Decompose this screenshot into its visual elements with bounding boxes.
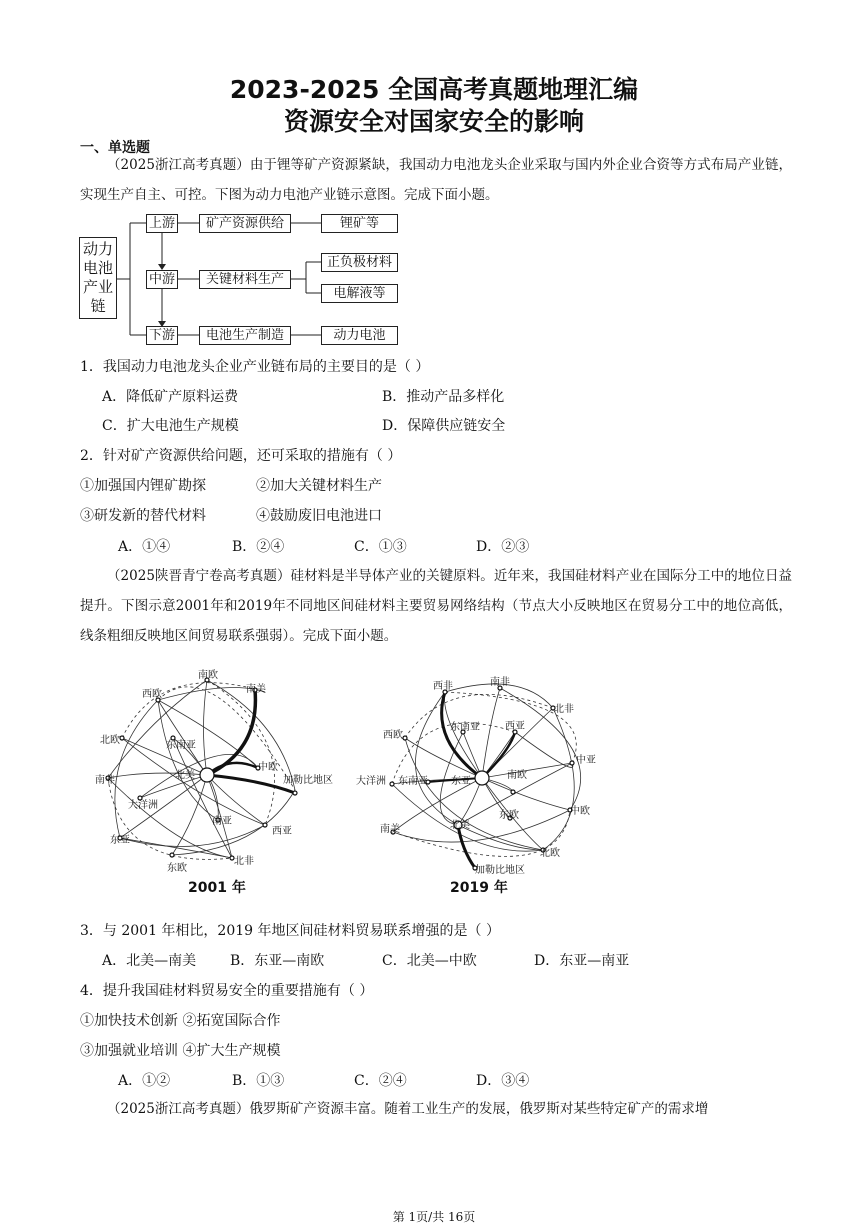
q4-statements-12: ①加快技术创新 ②拓宽国际合作 [80, 1013, 281, 1029]
node-2001-13: 东欧 [167, 863, 187, 874]
q1-option-c[interactable]: C．扩大电池生产规模 [102, 418, 239, 434]
q4-stem: 4．提升我国硅材料贸易安全的重要措施有（ ） [80, 983, 374, 999]
node-2001-12: 东亚 [110, 835, 130, 846]
node-2019-12: 南美 [380, 824, 400, 835]
node-2001-3: 北欧 [100, 735, 120, 746]
electrode-box: 正负极材料 [321, 253, 398, 272]
node-2019-8: 东南亚 [398, 776, 428, 787]
q4-option-d[interactable]: D．③④ [476, 1073, 530, 1089]
node-2001-5: 北美 [175, 770, 195, 781]
electrolyte-box: 电解液等 [321, 284, 398, 303]
q2-statement-4: ④鼓励废旧电池进口 [256, 508, 382, 524]
lithium-box: 锂矿等 [321, 214, 398, 233]
passage-1: （2025浙江高考真题）由于锂等矿产资源紧缺，我国动力电池龙头企业采取与国内外企业合资等方式布局产业链，实现生产自主、可控。下图为动力电池产业链示意图。完成下面小题。 [80, 157, 792, 203]
q1-option-a[interactable]: A．降低矿产原料运费 [102, 389, 239, 405]
chain-root-box: 动力电池产业链 [79, 237, 117, 319]
page-footer: 第 1页/共 16页 [392, 1210, 476, 1224]
q4-option-c[interactable]: C．②④ [354, 1073, 407, 1089]
downstream-box: 下游 [146, 326, 178, 345]
midstream-box: 中游 [146, 270, 178, 289]
node-2019-14: 东欧 [499, 810, 519, 821]
document-title: 2023-2025 全国高考真题地理汇编 [229, 75, 639, 104]
battery-mfg-box: 电池生产制造 [199, 326, 291, 345]
node-2001-14: 北非 [234, 856, 254, 867]
node-2019-5: 西亚 [505, 721, 525, 732]
node-2019-2: 北非 [554, 704, 574, 715]
q1-stem: 1．我国动力电池龙头企业产业链布局的主要目的是（ ） [80, 359, 430, 375]
node-2019-7: 大洋洲 [356, 776, 386, 787]
node-2019-10: 南欧 [507, 770, 527, 781]
upstream-box: 上游 [146, 214, 178, 233]
node-2001-11: 西亚 [272, 826, 292, 837]
node-2019-3: 西欧 [383, 730, 403, 741]
caption-2019: 2019 年 [450, 880, 508, 896]
mineral-supply-box: 矿产资源供给 [199, 214, 291, 233]
q2-option-d[interactable]: D．②③ [476, 539, 530, 555]
trade-network-figures [0, 660, 868, 905]
section-heading: 一、单选题 [80, 140, 150, 156]
q3-option-a[interactable]: A．北美—南美 [102, 953, 197, 969]
q3-stem: 3．与 2001 年相比，2019 年地区间硅材料贸易联系增强的是（ ） [80, 923, 500, 939]
q3-option-d[interactable]: D．东亚—南亚 [534, 953, 630, 969]
diagram-connectors [0, 0, 868, 360]
node-2001-4: 东南亚 [166, 740, 196, 751]
node-2019-4: 东南亚 [450, 722, 480, 733]
q2-stem: 2．针对矿产资源供给问题，还可采取的措施有（ ） [80, 448, 402, 464]
node-2001-7: 加勒比地区 [283, 775, 333, 786]
q2-option-c[interactable]: C．①③ [354, 539, 407, 555]
node-2001-8: 南非 [95, 775, 115, 786]
network-2019 [356, 675, 596, 896]
node-2001-2: 西欧 [142, 689, 162, 700]
key-materials-box: 关键材料生产 [199, 270, 291, 289]
q2-option-b[interactable]: B．②④ [232, 539, 285, 555]
node-2019-16: 加勒比地区 [475, 865, 525, 876]
q3-option-c[interactable]: C．北美—中欧 [382, 953, 477, 969]
q2-statement-2: ②加大关键材料生产 [256, 478, 382, 494]
node-2001-0: 南欧 [198, 670, 218, 681]
q2-statement-1: ①加强国内锂矿勘探 [80, 478, 206, 494]
caption-2001: 2001 年 [188, 880, 246, 896]
node-2019-11: 中欧 [570, 806, 590, 817]
q1-option-b[interactable]: B．推动产品多样化 [382, 389, 505, 405]
q2-option-a[interactable]: A．①④ [118, 539, 171, 555]
network-2001 [95, 668, 333, 896]
node-2019-9: 东亚 [451, 776, 471, 787]
power-battery-box: 动力电池 [321, 326, 398, 345]
passage-3: （2025浙江高考真题）俄罗斯矿产资源丰富。随着工业生产的发展，俄罗斯对某些特定矿产的需求增 [107, 1101, 709, 1117]
node-2001-6: 中欧 [258, 762, 278, 773]
node-2019-13: 北美 [450, 820, 470, 831]
node-2019-1: 南非 [490, 677, 510, 688]
q4-option-a[interactable]: A．①② [118, 1073, 171, 1089]
q4-option-b[interactable]: B．①③ [232, 1073, 285, 1089]
node-2019-6: 中亚 [576, 755, 596, 766]
q3-option-b[interactable]: B．东亚—南欧 [230, 953, 325, 969]
q2-statement-3: ③研发新的替代材料 [80, 508, 206, 524]
node-2001-1: 南美 [246, 684, 266, 695]
node-2019-15: 北欧 [540, 848, 560, 859]
node-2001-9: 大洋洲 [128, 800, 158, 811]
node-2001-10: 南亚 [212, 816, 232, 827]
q1-option-d[interactable]: D．保障供应链安全 [382, 418, 506, 434]
q4-statements-34: ③加强就业培训 ④扩大生产规模 [80, 1043, 281, 1059]
document-subtitle: 资源安全对国家安全的影响 [283, 107, 584, 136]
passage-2: （2025陕晋青宁卷高考真题）硅材料是半导体产业的关键原料。近年来，我国硅材料产业在国际分工中的地位日益提升。下图示意2001年和2019年不同地区间硅材料主要贸易网络结构（节点大小反映地区在贸易分工中的地位高低，线条粗细反映地区间贸易联系强弱）。完成下面小题。 [80, 568, 792, 644]
node-2019-0: 西非 [433, 681, 453, 692]
